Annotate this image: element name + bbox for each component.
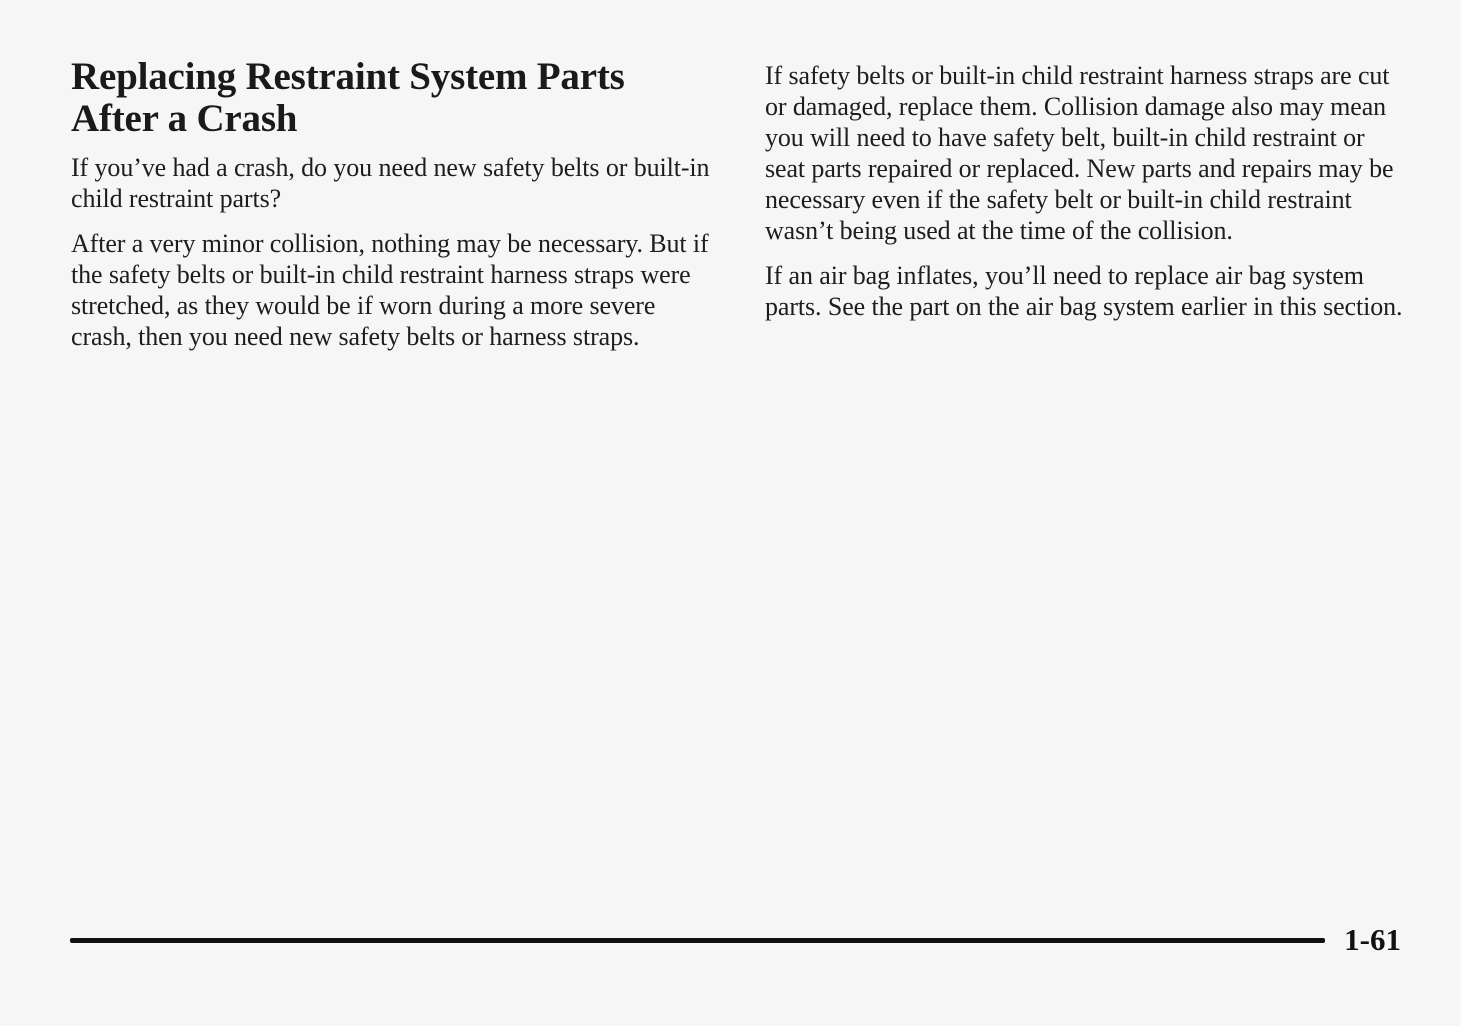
left-column: [71, 56, 711, 366]
right-column: [765, 60, 1410, 336]
paragraph-cut-damaged: If safety belts or built-in child restraint harness straps are cut or damaged, replace them. Collision damage also may mean you will need to have safety belt, built-in child restraint or seat parts repaired or replaced. New parts and repairs may be necessary even if the safety belt or built-in child restraint wasn’t being used at the time of the collision.: [765, 61, 1394, 245]
footer-rule: [70, 938, 1325, 943]
page-number: 1-61: [1344, 922, 1401, 957]
section-heading: Replacing Restraint System Parts After a Crash: [71, 55, 625, 140]
paragraph-minor-collision: After a very minor collision, nothing may be necessary. But if the safety belts or built-in child restraint harness straps were stretched, as they would be if worn during a more severe crash, then you need new safety belts or harness straps.: [71, 229, 709, 351]
paragraph-crash-question: If you’ve had a crash, do you need new safety belts or built-in child restraint parts?: [71, 153, 710, 213]
paragraph-air-bag: If an air bag inflates, you’ll need to replace air bag system parts. See the part on the air bag system earlier in this section.: [765, 261, 1403, 321]
